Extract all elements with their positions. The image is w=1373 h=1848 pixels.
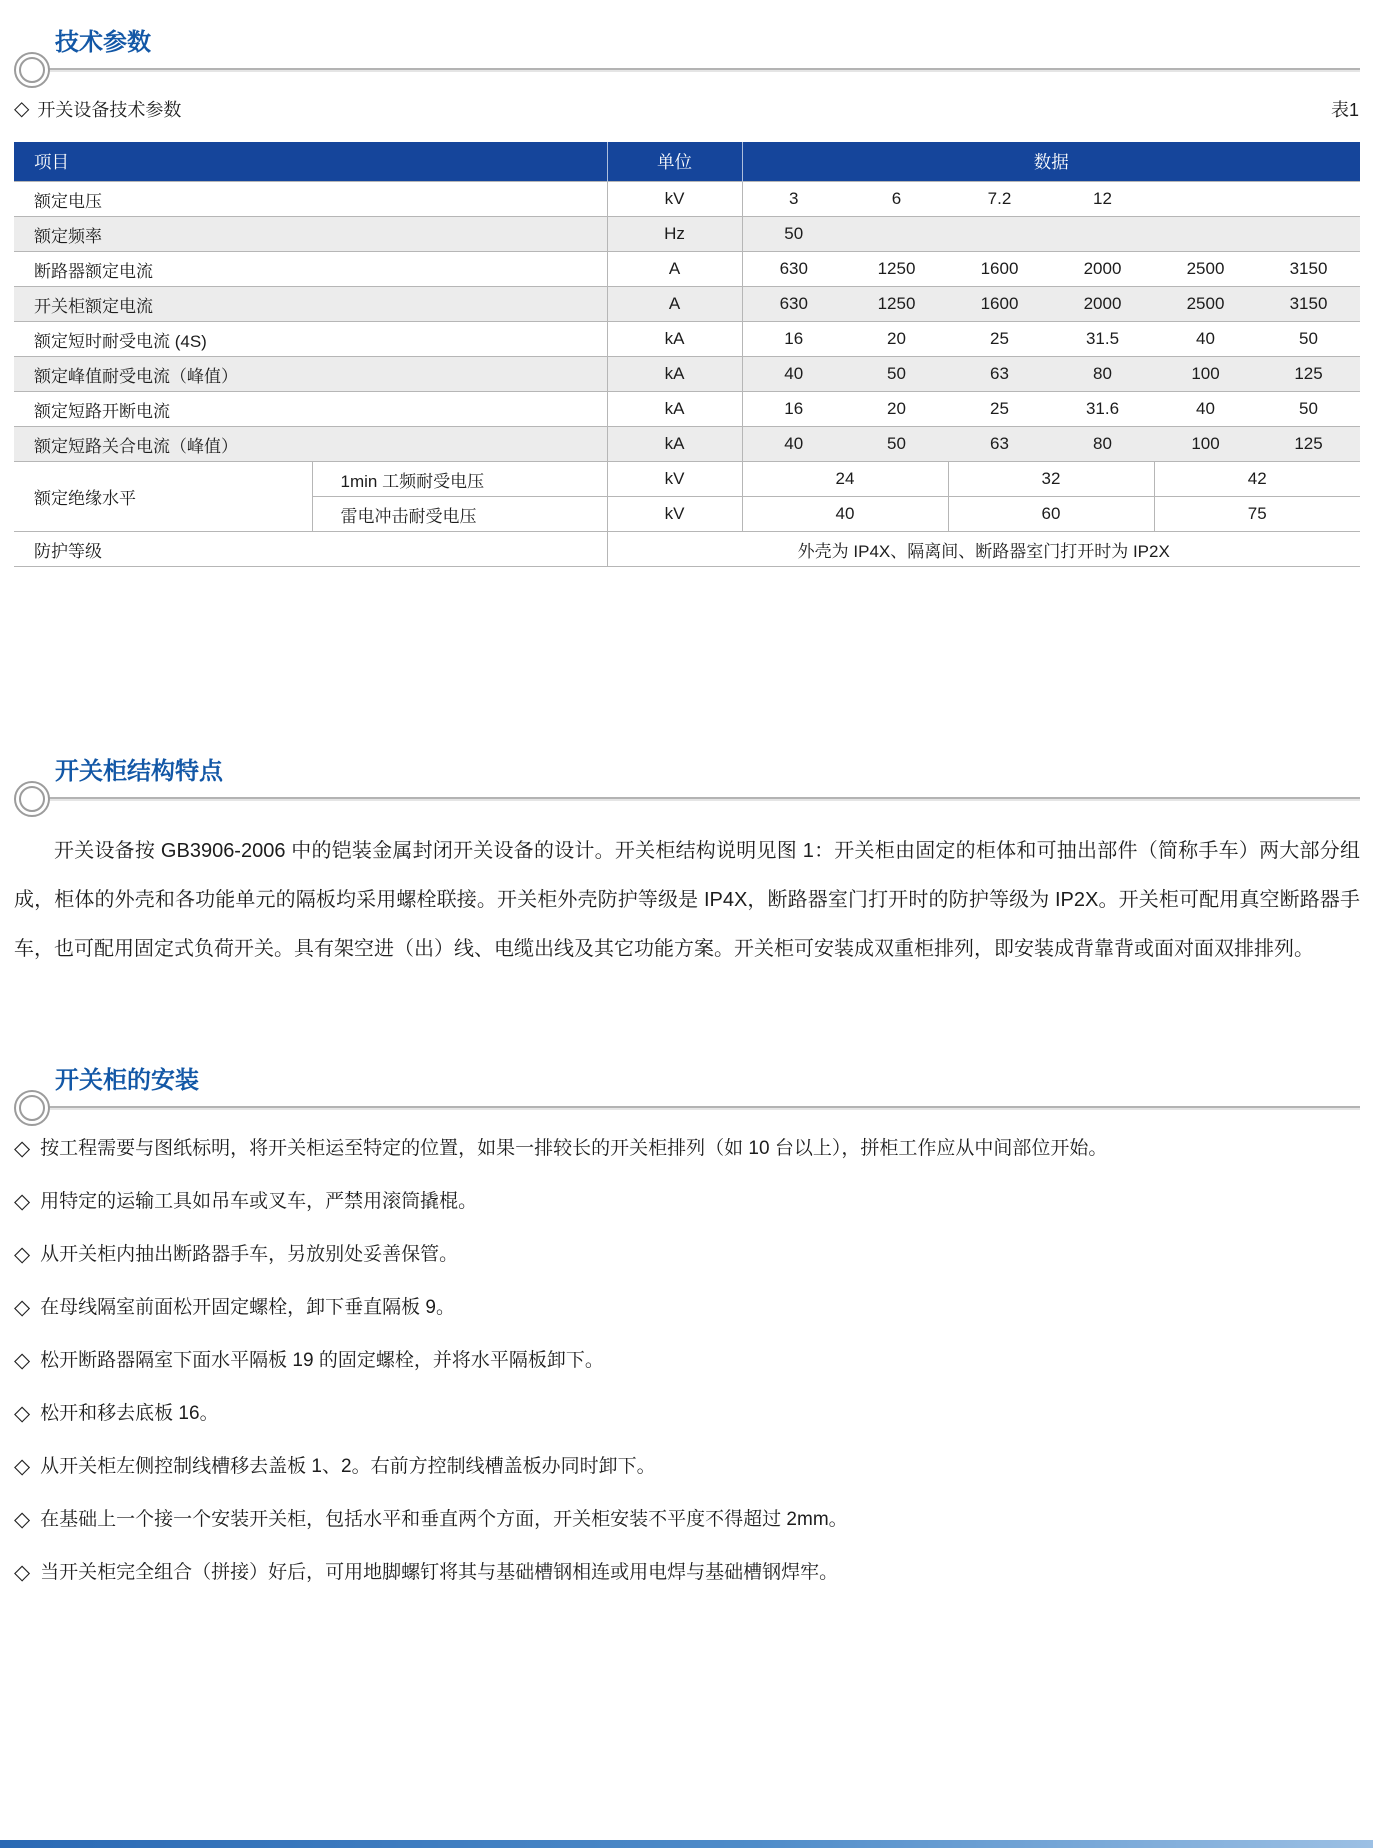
cell-label: 断路器额定电流 <box>14 252 607 287</box>
install-step-text: 在基础上一个接一个安装开关柜，包括水平和垂直两个方面，开关柜安装不平度不得超过 2mm。 <box>40 1509 848 1530</box>
install-step-text: 松开断路器隔室下面水平隔板 19 的固定螺栓，并将水平隔板卸下。 <box>40 1350 604 1371</box>
cell-value: 60 <box>948 497 1154 532</box>
cell-unit: Hz <box>607 217 742 252</box>
install-step-item <box>14 1507 1360 1533</box>
table-row <box>14 252 1360 287</box>
cell-value: 630 <box>742 287 845 322</box>
cell-value <box>1051 217 1154 252</box>
cell-value: 24 <box>742 462 948 497</box>
cell-unit: A <box>607 252 742 287</box>
circle-ring-icon <box>14 52 50 88</box>
install-step-text: 按工程需要与图纸标明，将开关柜运至特定的位置，如果一排较长的开关柜排列（如 10 台以上），拼柜工作应从中间部位开始。 <box>40 1138 1108 1159</box>
diamond-icon: ◇ <box>14 98 30 120</box>
header-item: 项目 <box>14 142 607 182</box>
cell-unit: kA <box>607 322 742 357</box>
cell-sublabel: 雷电冲击耐受电压 <box>312 497 607 532</box>
cell-value: 80 <box>1051 357 1154 392</box>
footer-accent-bar <box>0 1840 1373 1848</box>
section-structure-header <box>0 757 1373 801</box>
divider-line <box>30 797 1360 799</box>
cell-value <box>845 217 948 252</box>
cell-value: 2500 <box>1154 287 1257 322</box>
cell-value: 63 <box>948 357 1051 392</box>
cell-value: 16 <box>742 392 845 427</box>
cell-value: 50 <box>1257 392 1360 427</box>
diamond-icon: ◇ <box>14 1508 31 1531</box>
diamond-icon: ◇ <box>14 1190 31 1213</box>
table-caption-row <box>14 96 1359 122</box>
cell-value: 40 <box>1154 392 1257 427</box>
section-title-installation: 开关柜的安装 <box>55 1067 199 1094</box>
cell-value: 42 <box>1154 462 1360 497</box>
diamond-icon: ◇ <box>14 1243 31 1266</box>
table-number: 表1 <box>1330 100 1359 120</box>
cell-value <box>1257 217 1360 252</box>
install-step-item <box>14 1242 1360 1268</box>
cell-value: 20 <box>845 392 948 427</box>
section-divider <box>0 797 1360 801</box>
section-divider <box>0 68 1360 72</box>
divider-line <box>30 1106 1360 1108</box>
cell-value: 63 <box>948 427 1051 462</box>
cell-value: 1250 <box>845 287 948 322</box>
cell-value: 2000 <box>1051 287 1154 322</box>
table-row <box>14 217 1360 252</box>
circle-ring-icon <box>14 781 50 817</box>
cell-value <box>1154 217 1257 252</box>
cell-value: 20 <box>845 322 948 357</box>
cell-value: 25 <box>948 392 1051 427</box>
cell-sublabel: 1min 工频耐受电压 <box>312 462 607 497</box>
table-row <box>14 427 1360 462</box>
cell-value: 100 <box>1154 427 1257 462</box>
cell-label: 额定短时耐受电流 (4S) <box>14 322 607 357</box>
install-step-item <box>14 1401 1360 1427</box>
install-step-item <box>14 1189 1360 1215</box>
cell-value: 125 <box>1257 357 1360 392</box>
cell-value <box>1154 182 1257 217</box>
install-step-item <box>14 1454 1360 1480</box>
cell-value: 25 <box>948 322 1051 357</box>
section-title-tech-params: 技术参数 <box>55 29 151 56</box>
cell-value: 40 <box>742 357 845 392</box>
cell-label: 额定短路关合电流（峰值） <box>14 427 607 462</box>
cell-value: 50 <box>742 217 845 252</box>
install-step-item <box>14 1295 1360 1321</box>
table-row <box>14 322 1360 357</box>
cell-label: 开关柜额定电流 <box>14 287 607 322</box>
cell-value: 31.6 <box>1051 392 1154 427</box>
cell-unit: kV <box>607 462 742 497</box>
cell-unit: kV <box>607 497 742 532</box>
cell-value <box>948 217 1051 252</box>
cell-value: 6 <box>845 182 948 217</box>
diamond-icon: ◇ <box>14 1349 31 1372</box>
cell-value: 2000 <box>1051 252 1154 287</box>
cell-value: 3 <box>742 182 845 217</box>
header-data: 数据 <box>742 142 1360 182</box>
cell-value: 50 <box>845 427 948 462</box>
cell-value: 1250 <box>845 252 948 287</box>
cell-unit: kV <box>607 182 742 217</box>
cell-value: 3150 <box>1257 287 1360 322</box>
install-step-text: 用特定的运输工具如吊车或叉车，严禁用滚筒撬棍。 <box>40 1191 478 1212</box>
install-step-item <box>14 1348 1360 1374</box>
cell-unit: kA <box>607 357 742 392</box>
cell-value: 31.5 <box>1051 322 1154 357</box>
cell-label: 额定频率 <box>14 217 607 252</box>
cell-value: 125 <box>1257 427 1360 462</box>
cell-value: 16 <box>742 322 845 357</box>
cell-value: 1600 <box>948 287 1051 322</box>
section-divider <box>0 1106 1360 1110</box>
table-caption: 开关设备技术参数 <box>37 100 182 120</box>
install-step-text: 从开关柜左侧控制线槽移去盖板 1、2。右前方控制线槽盖板办同时卸下。 <box>40 1456 656 1477</box>
diamond-icon: ◇ <box>14 1296 31 1319</box>
table-row-protection <box>14 532 1360 567</box>
cell-value: 12 <box>1051 182 1154 217</box>
cell-unit: kA <box>607 392 742 427</box>
table-header-row <box>14 142 1360 182</box>
section-installation-header <box>0 1066 1373 1110</box>
table-row <box>14 182 1360 217</box>
diamond-icon: ◇ <box>14 1561 31 1584</box>
cell-label: 额定峰值耐受电流（峰值） <box>14 357 607 392</box>
section-tech-params-header <box>0 0 1373 72</box>
cell-label: 防护等级 <box>14 532 607 567</box>
cell-value: 80 <box>1051 427 1154 462</box>
install-step-item <box>14 1560 1360 1586</box>
cell-unit: kA <box>607 427 742 462</box>
table-row <box>14 392 1360 427</box>
cell-label: 额定绝缘水平 <box>14 462 312 532</box>
spec-table <box>14 142 1360 567</box>
install-step-text: 松开和移去底板 16。 <box>40 1403 219 1424</box>
cell-label: 额定电压 <box>14 182 607 217</box>
diamond-icon: ◇ <box>14 1402 31 1425</box>
table-row-insulation-power-freq <box>14 462 1360 497</box>
install-step-text: 当开关柜完全组合（拼接）好后，可用地脚螺钉将其与基础槽钢相连或用电焊与基础槽钢焊牢。 <box>40 1562 839 1583</box>
cell-value: 50 <box>1257 322 1360 357</box>
cell-value: 1600 <box>948 252 1051 287</box>
header-unit: 单位 <box>607 142 742 182</box>
cell-value: 2500 <box>1154 252 1257 287</box>
cell-unit: A <box>607 287 742 322</box>
install-step-text: 从开关柜内抽出断路器手车，另放别处妥善保管。 <box>40 1244 459 1265</box>
cell-value: 40 <box>742 427 845 462</box>
installation-steps <box>14 1136 1360 1586</box>
install-step-item <box>14 1136 1360 1162</box>
diamond-icon: ◇ <box>14 1137 31 1160</box>
cell-value: 40 <box>742 497 948 532</box>
cell-value: 32 <box>948 462 1154 497</box>
install-step-text: 在母线隔室前面松开固定螺栓，卸下垂直隔板 9。 <box>40 1297 456 1318</box>
cell-value: 50 <box>845 357 948 392</box>
cell-value: 7.2 <box>948 182 1051 217</box>
cell-value: 75 <box>1154 497 1360 532</box>
diamond-icon: ◇ <box>14 1455 31 1478</box>
divider-line <box>30 68 1360 70</box>
table-row <box>14 357 1360 392</box>
cell-value: 100 <box>1154 357 1257 392</box>
cell-value: 40 <box>1154 322 1257 357</box>
structure-paragraph: 开关设备按 GB3906-2006 中的铠装金属封闭开关设备的设计。开关柜结构说明见图 1：开关柜由固定的柜体和可抽出部件（简称手车）两大部分组成，柜体的外壳和各功能单元的隔板均采用螺栓联接。开关柜外壳防护等级是 IP4X，断路器室门打开时的防护等级为 IP2X。开关柜可配用真空断路器手车，也可配用固定式负荷开关。具有架空进（出）线、电缆出线及其它功能方案。开关柜可安装成双重柜排列，即安装成背靠背或面对面双排排列。 <box>14 840 1360 960</box>
section-title-structure: 开关柜结构特点 <box>55 758 223 785</box>
cell-label: 额定短路开断电流 <box>14 392 607 427</box>
cell-value <box>1257 182 1360 217</box>
cell-value: 3150 <box>1257 252 1360 287</box>
cell-value: 630 <box>742 252 845 287</box>
cell-value: 外壳为 IP4X、隔离间、断路器室门打开时为 IP2X <box>607 532 1360 567</box>
circle-ring-icon <box>14 1090 50 1126</box>
table-row <box>14 287 1360 322</box>
